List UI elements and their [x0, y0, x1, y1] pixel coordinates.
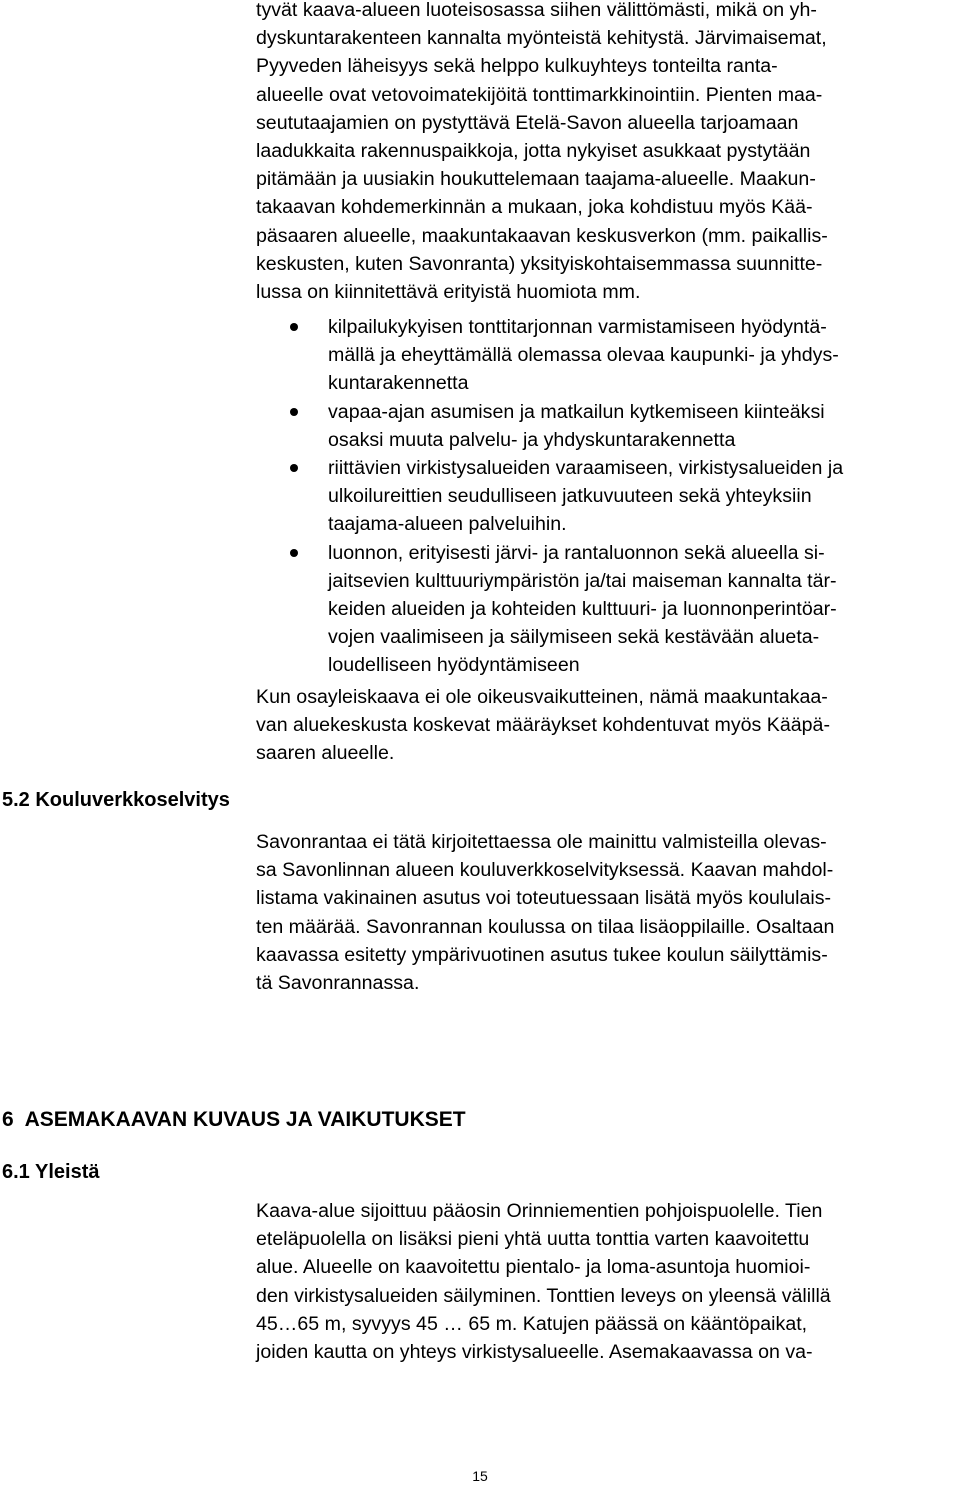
intro-paragraph	[256, 0, 952, 306]
text-line: loudelliseen hyödyntämiseen	[328, 654, 580, 677]
closing-paragraph	[256, 683, 952, 768]
text-line: taajama-alueen palveluihin.	[328, 513, 567, 536]
section-heading-5-2: 5.2 Kouluverkkoselvitys	[2, 789, 230, 811]
text-line: lussa on kiinnitettävä erityistä huomiota mm.	[256, 281, 641, 304]
text-line: tyvät kaava-alueen luoteisosassa siihen välittömästi, mikä on yh-	[256, 0, 817, 21]
text-line: den virkistysalueiden säilyminen. Tonttien leveys on yleensä välillä	[256, 1284, 831, 1307]
list-item	[256, 313, 952, 398]
page-number: 15	[472, 1468, 488, 1484]
text-line: kilpailukykyisen tonttitarjonnan varmistamiseen hyödyntä-	[328, 316, 827, 338]
bullet-icon	[290, 323, 298, 331]
text-line: ulkoilureittien seudulliseen jatkuvuuteen sekä yhteyksiin	[328, 485, 812, 508]
text-line: listama vakinainen asutus voi toteutuessaan lisätä myös koululais-	[256, 887, 832, 910]
text-line: mällä ja eheyttämällä olemassa olevaa kaupunki- ja yhdys-	[328, 344, 839, 367]
text-line: dyskuntarakenteen kannalta myönteistä kehitystä. Järvimaisemat,	[256, 27, 827, 50]
text-line: saaren alueelle.	[256, 742, 395, 765]
bullet-icon	[290, 549, 298, 557]
text-line: eteläpuolella on lisäksi pieni yhtä uutta tonttia varten kaavoitettu	[256, 1228, 810, 1251]
text-line: tä Savonrannassa.	[256, 972, 420, 995]
text-line: alueelle ovat vetovoimatekijöitä tonttimarkkinointiin. Pienten maa-	[256, 83, 823, 106]
text-line: Kun osayleiskaava ei ole oikeusvaikutteinen, nämä maakuntakaa-	[256, 686, 828, 708]
bullet-icon	[290, 408, 298, 416]
text-line: 45…65 m, syvyys 45 … 65 m. Katujen päässä on kääntöpaikat,	[256, 1312, 808, 1335]
text-line: alue. Alueelle on kaavoitettu pientalo- ja loma-asuntoja huomioi-	[256, 1256, 811, 1279]
text-line: kaavassa esitetty ympärivuotinen asutus tukee koulun säilyttämis-	[256, 943, 828, 966]
list-item	[256, 398, 952, 454]
text-line: vapaa-ajan asumisen ja matkailun kytkemiseen kiinteäksi	[328, 400, 825, 423]
text-line: van aluekeskusta koskevat määräykset kohdentuvat myös Kääpä-	[256, 714, 830, 737]
text-line: päsaaren alueelle, maakuntakaavan keskusverkon (mm. paikallis-	[256, 224, 828, 247]
section-heading-6-1: 6.1 Yleistä	[2, 1161, 100, 1183]
text-line: luonnon, erityisesti järvi- ja rantaluonnon sekä alueella si-	[328, 541, 825, 564]
text-line: sa Savonlinnan alueen kouluverkkoselvityksessä. Kaavan mahdol-	[256, 859, 834, 882]
text-line: Pyyveden läheisyys sekä helppo kulkuyhteys tonteilta ranta-	[256, 55, 778, 78]
text-line: jaitsevien kulttuuriympäristön ja/tai maiseman kannalta tär-	[328, 569, 837, 592]
bullet-list	[256, 313, 952, 680]
text-line: ten määrää. Savonrannan koulussa on tilaa lisäoppilaille. Osaltaan	[256, 915, 835, 938]
text-line: seututaajamien on pystyttävä Etelä-Savon alueella tarjoamaan	[256, 111, 799, 134]
text-line: kuntarakennetta	[328, 372, 469, 395]
text-line: keiden alueiden ja kohteiden kulttuuri- ja luonnonperintöar-	[328, 598, 837, 621]
text-line: riittävien virkistysalueiden varaamiseen, virkistysalueiden ja	[328, 457, 844, 480]
section-6-1-paragraph	[256, 1197, 952, 1366]
text-line: pitämään ja uusiakin houkuttelemaan taajama-alueelle. Maakun-	[256, 168, 816, 191]
text-line: Savonrantaa ei tätä kirjoitettaessa ole mainittu valmisteilla olevas-	[256, 831, 827, 853]
text-line: takaavan kohdemerkinnän a mukaan, joka kohdistuu myös Kää-	[256, 196, 813, 219]
text-line: osaksi muuta palvelu- ja yhdyskuntarakennetta	[328, 428, 736, 451]
text-line: joiden kautta on yhteys virkistysalueelle. Asemakaavassa on va-	[256, 1341, 813, 1364]
text-line: Kaava-alue sijoittuu pääosin Orinniementien pohjoispuolelle. Tien	[256, 1200, 823, 1222]
list-item	[256, 454, 952, 539]
chapter-heading-6: 6 ASEMAKAAVAN KUVAUS JA VAIKUTUKSET	[2, 1108, 466, 1131]
text-line: vojen vaalimiseen ja säilymiseen sekä kestävään alueta-	[328, 626, 820, 649]
bullet-icon	[290, 464, 298, 472]
list-item	[256, 539, 952, 680]
text-line: keskusten, kuten Savonranta) yksityiskohtaisemmassa suunnitte-	[256, 252, 823, 275]
text-line: laadukkaita rakennuspaikkoja, jotta nykyiset asukkaat pystytään	[256, 140, 811, 163]
section-5-2-paragraph	[256, 828, 952, 997]
